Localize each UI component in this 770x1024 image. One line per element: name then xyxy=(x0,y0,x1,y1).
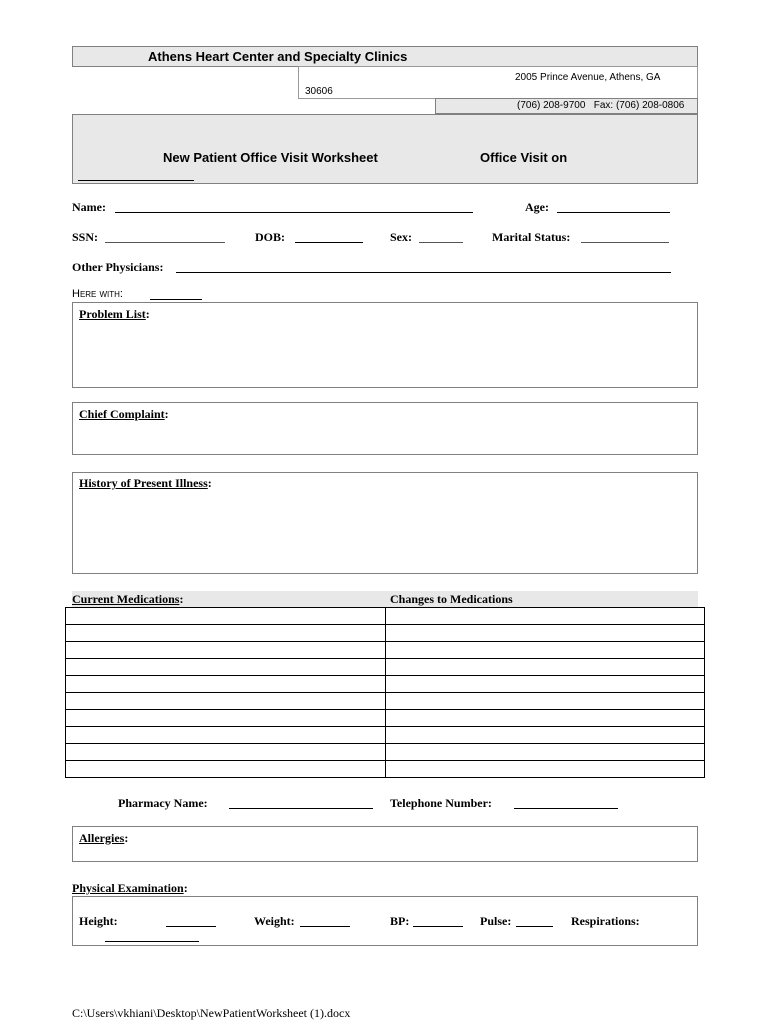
table-row xyxy=(66,676,705,693)
name-label: Name: xyxy=(72,200,106,214)
current-med-cell[interactable] xyxy=(66,761,386,778)
address-zip: 30606 xyxy=(305,86,333,97)
ssn-label: SSN: xyxy=(72,230,99,244)
pharmacy-name-label: Pharmacy Name: xyxy=(118,796,208,810)
pharmacy-name-field[interactable] xyxy=(229,808,373,809)
table-row xyxy=(66,659,705,676)
here-with-field[interactable] xyxy=(150,299,202,300)
height-label: Height: xyxy=(79,914,118,928)
weight-field[interactable] xyxy=(300,926,350,927)
change-med-cell[interactable] xyxy=(386,642,705,659)
height-field-2[interactable] xyxy=(105,941,199,942)
age-label: Age: xyxy=(525,200,549,214)
dob-label: DOB: xyxy=(255,230,285,244)
medications-table xyxy=(65,607,705,778)
change-med-cell[interactable] xyxy=(386,625,705,642)
table-row xyxy=(66,727,705,744)
change-med-cell[interactable] xyxy=(386,761,705,778)
changes-meds-label: Changes to Medications xyxy=(390,592,513,606)
respirations-label: Respirations: xyxy=(571,914,640,928)
other-physicians-label: Other Physicians: xyxy=(72,260,164,274)
chief-complaint-label: Chief Complaint: xyxy=(79,407,169,421)
bp-label: BP: xyxy=(390,914,410,928)
pulse-field[interactable] xyxy=(516,926,553,927)
change-med-cell[interactable] xyxy=(386,727,705,744)
current-med-cell[interactable] xyxy=(66,608,386,625)
office-visit-date-line[interactable] xyxy=(78,180,194,181)
age-field[interactable] xyxy=(557,212,670,213)
current-med-cell[interactable] xyxy=(66,625,386,642)
problem-list-box[interactable] xyxy=(72,302,698,388)
allergies-box[interactable] xyxy=(72,826,698,862)
change-med-cell[interactable] xyxy=(386,676,705,693)
current-med-cell[interactable] xyxy=(66,659,386,676)
allergies-label: Allergies: xyxy=(79,831,129,845)
change-med-cell[interactable] xyxy=(386,744,705,761)
telephone-number-field[interactable] xyxy=(514,808,618,809)
change-med-cell[interactable] xyxy=(386,710,705,727)
weight-label: Weight: xyxy=(254,914,295,928)
current-med-cell[interactable] xyxy=(66,710,386,727)
pulse-label: Pulse: xyxy=(480,914,512,928)
marital-status-label: Marital Status: xyxy=(492,230,571,244)
ssn-field[interactable] xyxy=(105,242,225,243)
current-meds-label: Current Medications: xyxy=(72,592,184,606)
table-row xyxy=(66,642,705,659)
worksheet-title: New Patient Office Visit Worksheet xyxy=(163,150,378,165)
current-med-cell[interactable] xyxy=(66,727,386,744)
title-box xyxy=(72,114,698,184)
current-med-cell[interactable] xyxy=(66,744,386,761)
current-med-cell[interactable] xyxy=(66,676,386,693)
problem-list-label: Problem List: xyxy=(79,307,150,321)
org-name: Athens Heart Center and Specialty Clinics xyxy=(148,49,408,64)
phone-fax: (706) 208-9700 Fax: (706) 208-0806 xyxy=(517,100,685,111)
table-row xyxy=(66,744,705,761)
marital-status-field[interactable] xyxy=(581,242,669,243)
footer-file-path: C:\Users\vkhiani\Desktop\NewPatientWorksheet (1).docx xyxy=(72,1006,351,1020)
change-med-cell[interactable] xyxy=(386,608,705,625)
name-field[interactable] xyxy=(115,212,473,213)
bp-field[interactable] xyxy=(413,926,463,927)
table-row xyxy=(66,761,705,778)
change-med-cell[interactable] xyxy=(386,659,705,676)
sex-field[interactable] xyxy=(419,242,463,243)
current-med-cell[interactable] xyxy=(66,642,386,659)
here-with-label: Here with: xyxy=(72,288,123,300)
sex-label: Sex: xyxy=(390,230,412,244)
office-visit-label: Office Visit on xyxy=(480,150,568,165)
telephone-number-label: Telephone Number: xyxy=(390,796,492,810)
table-row xyxy=(66,710,705,727)
address-line: 2005 Prince Avenue, Athens, GA xyxy=(515,72,661,83)
change-med-cell[interactable] xyxy=(386,693,705,710)
height-field[interactable] xyxy=(166,926,216,927)
other-physicians-field[interactable] xyxy=(176,272,671,273)
dob-field[interactable] xyxy=(295,242,363,243)
table-row xyxy=(66,608,705,625)
table-row xyxy=(66,625,705,642)
current-med-cell[interactable] xyxy=(66,693,386,710)
hpi-label: History of Present Illness: xyxy=(79,476,212,490)
table-row xyxy=(66,693,705,710)
physical-exam-label: Physical Examination: xyxy=(72,881,188,895)
